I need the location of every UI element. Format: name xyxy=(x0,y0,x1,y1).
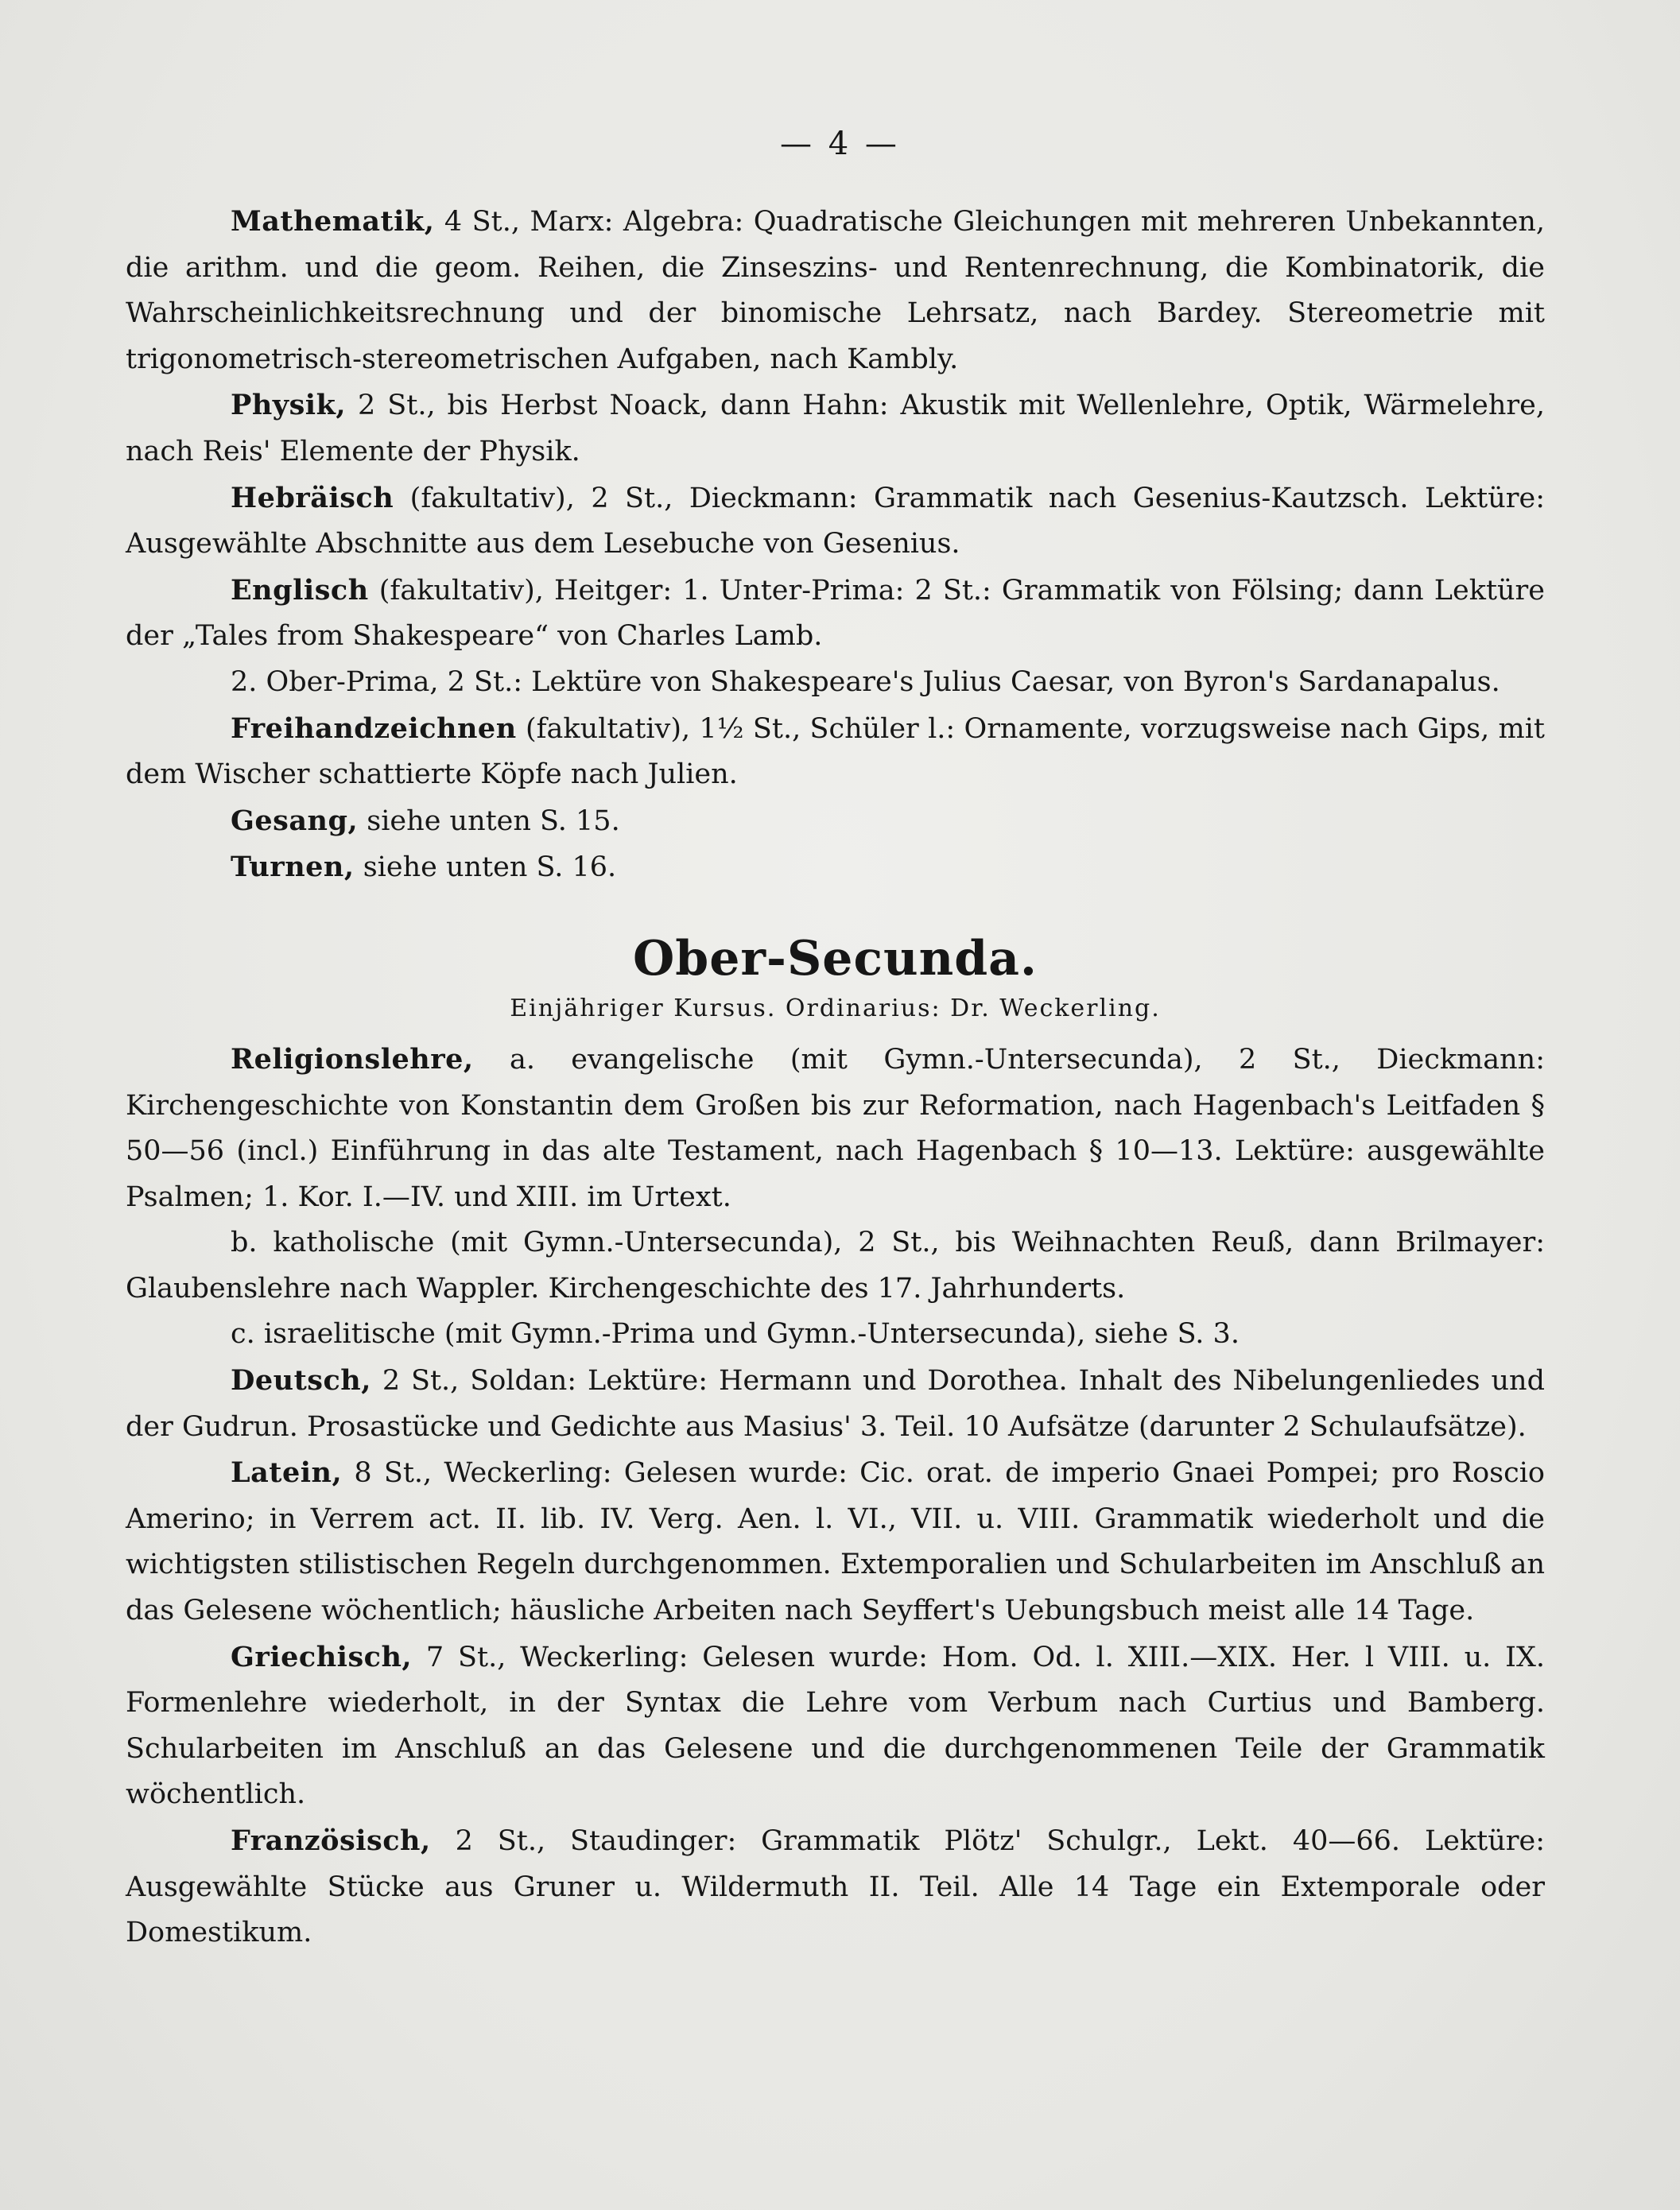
subject-name: Französisch, xyxy=(231,1824,431,1857)
subject-text: (fakultativ), 1½ St., Schüler l.: Ornamente, vorzugsweise nach Gips, mit dem Wischer schattierte Köpfe nach Julien. xyxy=(126,712,1545,791)
subject-paragraph xyxy=(126,1037,1545,1220)
subject-text: 7 St., Weckerling: Gelesen wurde: Hom. Od. l. XIII.—XIX. Her. l VIII. u. IX. Formenlehre wiederholt, in der Syntax die Lehre vom Verbum nach Curtius und Bamberg. Schularbeiten im Anschluß an das Gelesene und die durchgenommenen Teile der Grammatik wöchentlich. xyxy=(126,1641,1545,1811)
subject-text: a. evangelische (mit Gymn.-Untersecunda), 2 St., Dieckmann: Kirchengeschichte von Konstantin dem Großen bis zur Reformation, nach Hagenbach's Leitfaden § 50—56 (incl.) Einführung in das alte Testament, nach Hagenbach § 10—13. Lektüre: ausgewählte Psalmen; 1. Kor. I.—IV. und XIII. im Urtext. xyxy=(126,1043,1545,1213)
subject-paragraph xyxy=(126,660,1545,706)
subject-text: 2. Ober-Prima, 2 St.: Lektüre von Shakespeare's Julius Caesar, von Byron's Sardanapalus. xyxy=(231,665,1500,698)
section-subtitle: Einjähriger Kursus. Ordinarius: Dr. Weckerling. xyxy=(510,994,1161,1022)
subject-paragraph xyxy=(126,199,1545,382)
prima-section xyxy=(126,199,1545,891)
subject-paragraph xyxy=(126,1358,1545,1450)
subject-name: Physik, xyxy=(231,389,347,422)
section-title: Ober-Secunda. xyxy=(633,930,1038,987)
subject-text: 8 St., Weckerling: Gelesen wurde: Cic. orat. de imperio Gnaei Pompei; pro Roscio Amerino; in Verrem act. II. lib. IV. Verg. Aen. l. VI., VII. u. VIII. Grammatik wiederholt und die wichtigsten stilistischen Regeln durchgenommen. Extemporalien und Schularbeiten im Anschluß an das Gelesene wöchentlich; häusliche Arbeiten nach Seyffert's Uebungsbuch meist alle 14 Tage. xyxy=(126,1457,1545,1627)
subject-name: Freihandzeichnen xyxy=(231,711,517,745)
subject-paragraph xyxy=(126,382,1545,475)
subject-text: siehe unten S. 16. xyxy=(354,851,617,884)
subject-paragraph xyxy=(126,1818,1545,1956)
subject-name: Religionslehre, xyxy=(231,1042,474,1076)
subject-text: 2 St., Staudinger: Grammatik Plötz' Schulgr., Lekt. 40—66. Lektüre: Ausgewählte Stücke aus Gruner u. Wildermuth II. Teil. Alle 14 Tage ein Extemporale oder Domestikum. xyxy=(126,1825,1545,1949)
subject-name: Mathematik, xyxy=(231,205,435,238)
subject-text: b. katholische (mit Gymn.-Untersecunda), 2 St., bis Weihnachten Reuß, dann Brilmayer: Glaubenslehre nach Wappler. Kirchengeschichte des 17. Jahrhunderts. xyxy=(126,1227,1545,1305)
subject-paragraph xyxy=(126,706,1545,798)
subject-paragraph xyxy=(126,568,1545,660)
secunda-section xyxy=(126,1037,1545,1956)
subject-paragraph xyxy=(126,1450,1545,1634)
subject-text: (fakultativ), 2 St., Dieckmann: Grammatik nach Gesenius-Kautzsch. Lektüre: Ausgewählte Abschnitte aus dem Lesebuche von Gesenius. xyxy=(126,482,1545,560)
subject-name: Latein, xyxy=(231,1456,343,1490)
subject-text: 2 St., Soldan: Lektüre: Hermann und Dorothea. Inhalt des Nibelungenliedes und der Gudrun. Prosastücke und Gedichte aus Masius' 3. Teil. 10 Aufsätze (darunter 2 Schulaufsätze). xyxy=(126,1365,1545,1443)
page-number: — 4 — xyxy=(780,126,900,162)
subject-name: Hebräisch xyxy=(231,481,394,514)
subject-text: (fakultativ), Heitger: 1. Unter-Prima: 2 St.: Grammatik von Fölsing; dann Lektüre der „Tales from Shakespeare“ von Charles Lamb. xyxy=(126,574,1545,653)
subject-paragraph xyxy=(126,844,1545,891)
subject-name: Griechisch, xyxy=(231,1640,413,1673)
subject-text: siehe unten S. 15. xyxy=(358,805,620,837)
subject-text: c. israelitische (mit Gymn.-Prima und Gymn.-Untersecunda), siehe S. 3. xyxy=(231,1318,1240,1351)
subject-paragraph xyxy=(126,1634,1545,1818)
subject-name: Turnen, xyxy=(231,851,355,884)
page-content xyxy=(126,199,1545,1956)
subject-name: Englisch xyxy=(231,573,369,607)
subject-name: Deutsch, xyxy=(231,1364,371,1398)
subject-paragraph xyxy=(126,798,1545,845)
subject-paragraph xyxy=(126,1312,1545,1358)
subject-name: Gesang, xyxy=(231,804,359,837)
subject-paragraph xyxy=(126,475,1545,568)
subject-text: 4 St., Marx: Algebra: Quadratische Gleichungen mit mehreren Unbekannten, die arithm. und die geom. Reihen, die Zinseszins- und Rentenrechnung, die Kombinatorik, die Wahrscheinlichkeitsrechnung und der binomische Lehrsatz, nach Bardey. Stereometrie mit trigonometrisch-stereometrischen Aufgaben, nach Kambly. xyxy=(126,206,1545,375)
subject-paragraph xyxy=(126,1220,1545,1312)
subject-text: 2 St., bis Herbst Noack, dann Hahn: Akustik mit Wellenlehre, Optik, Wärmelehre, nach Reis' Elemente der Physik. xyxy=(126,390,1545,467)
